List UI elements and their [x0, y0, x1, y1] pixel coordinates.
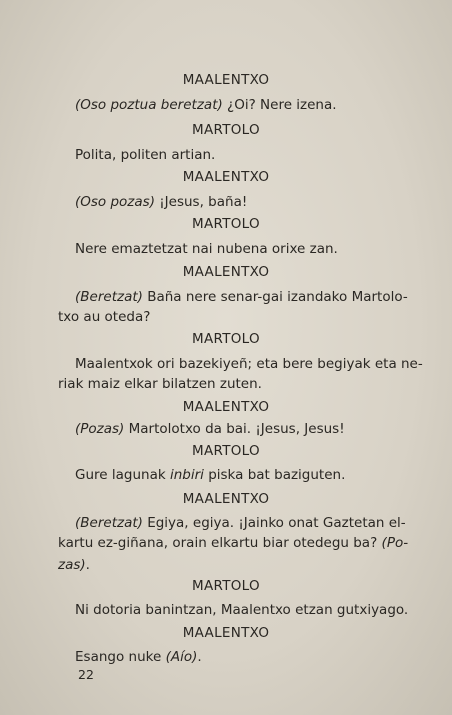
- line-text: MARTOLO: [192, 331, 260, 347]
- dialogue-line: [0, 375, 452, 393]
- line-text: Ni dotoria banintzan, Maalentxo etzan gutxiyago.: [75, 602, 409, 618]
- line-text: MARTOLO: [192, 578, 260, 594]
- italic-text: inbiri: [169, 467, 204, 483]
- speaker-name: [0, 168, 452, 186]
- speaker-name: [0, 71, 452, 89]
- line-text: ¿Oi? Nere izena.: [222, 97, 337, 113]
- line-text: Gure lagunak: [75, 467, 170, 483]
- dialogue-line: [0, 466, 452, 484]
- speaker-name: [0, 577, 452, 595]
- line-text: MAALENTXO: [182, 399, 270, 415]
- stage-direction: (Oso pozas): [75, 194, 155, 210]
- line-text: Esango nuke: [75, 649, 166, 665]
- italic-text: (Aío): [165, 649, 198, 665]
- line-text: riak maiz elkar bilatzen zuten.: [58, 376, 262, 392]
- line-text: MARTOLO: [192, 216, 260, 232]
- speaker-name: [0, 398, 452, 416]
- dialogue-line: [0, 648, 452, 666]
- line-text: ¡Jesus, baña!: [154, 194, 248, 210]
- speaker-name: [0, 490, 452, 508]
- line-text: Baña nere senar-gai izandako Martolo-: [142, 289, 408, 305]
- line-text: MAALENTXO: [182, 491, 270, 507]
- speaker-name: [0, 442, 452, 460]
- line-text: Maalentxok ori bazekiyeñ; eta bere begiyak eta ne-: [75, 356, 423, 372]
- dialogue-line: [0, 534, 452, 552]
- line-text: piska bat baziguten.: [203, 467, 346, 483]
- speaker-name: [0, 330, 452, 348]
- line-text: Egiya, egiya. ¡Jainko onat Gaztetan el-: [142, 515, 406, 531]
- italic-text: zas): [58, 557, 86, 573]
- dialogue-line: [0, 308, 452, 326]
- line-text: txo au oteda?: [58, 309, 151, 325]
- speaker-name: [0, 215, 452, 233]
- line-text: kartu ez-giñana, orain elkartu biar otedegu ba?: [58, 535, 382, 551]
- dialogue-line: [0, 355, 452, 373]
- stage-direction: (Beretzat): [75, 289, 143, 305]
- line-text: .: [85, 557, 90, 573]
- italic-text: (Po-: [381, 535, 409, 551]
- dialogue-line: [0, 514, 452, 532]
- line-text: MAALENTXO: [182, 625, 270, 641]
- line-text: MAALENTXO: [182, 169, 270, 185]
- line-text: MARTOLO: [192, 443, 260, 459]
- dialogue-line: [0, 601, 452, 619]
- dialogue-line: [0, 288, 452, 306]
- speaker-name: [0, 121, 452, 139]
- page-number: 22: [78, 667, 94, 682]
- dialogue-line: [0, 146, 452, 164]
- line-text: Nere emaztetzat nai nubena orixe zan.: [75, 241, 338, 257]
- line-text: Martolotxo da bai. ¡Jesus, Jesus!: [124, 421, 345, 437]
- speaker-name: [0, 624, 452, 642]
- line-text: Polita, politen artian.: [75, 147, 216, 163]
- stage-direction: (Oso poztua beretzat): [75, 97, 223, 113]
- stage-direction: (Beretzat): [75, 515, 143, 531]
- dialogue-line: [0, 556, 452, 574]
- stage-direction: (Pozas): [75, 421, 125, 437]
- dialogue-line: [0, 193, 452, 211]
- line-text: MAALENTXO: [182, 72, 270, 88]
- dialogue-line: [0, 240, 452, 258]
- line-text: .: [197, 649, 202, 665]
- speaker-name: [0, 263, 452, 281]
- line-text: MAALENTXO: [182, 264, 270, 280]
- line-text: MARTOLO: [192, 122, 260, 138]
- dialogue-line: [0, 96, 452, 114]
- dialogue-line: [0, 420, 452, 438]
